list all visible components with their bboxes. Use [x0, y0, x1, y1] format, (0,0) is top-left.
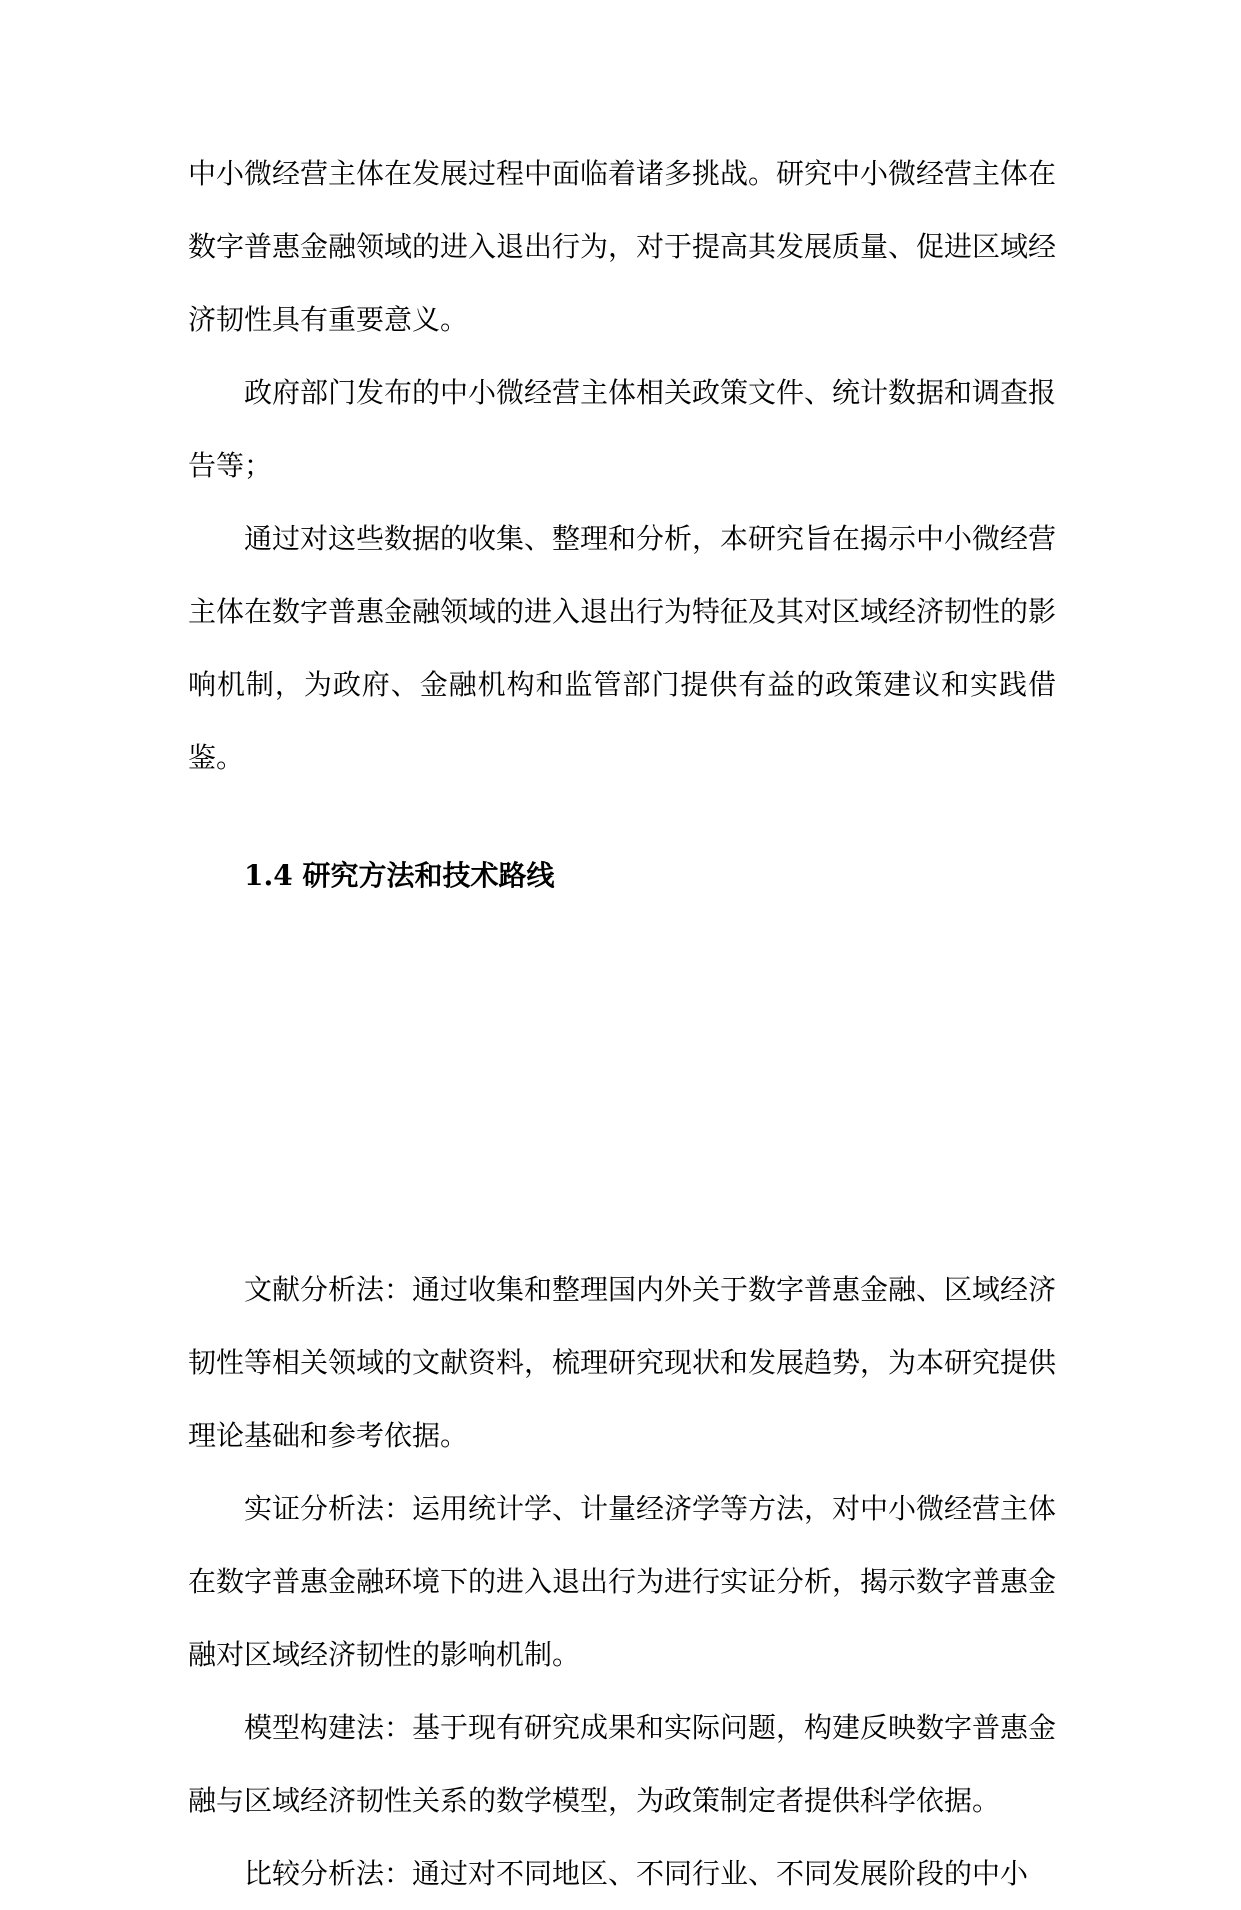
paragraph-empirical-analysis: 实证分析法：运用统计学、计量经济学等方法，对中小微经营主体在数字普惠金融环境下的进入退出行为进行实证分析，揭示数字普惠金融对区域经济韧性的影响机制。 [188, 1492, 1057, 1671]
section-heading: 1.4 研究方法和技术路线 [244, 859, 555, 892]
body-text-upper [188, 137, 1056, 794]
paragraph-literature-analysis: 文献分析法：通过收集和整理国内外关于数字普惠金融、区域经济韧性等相关领域的文献资料，梳理研究现状和发展趋势，为本研究提供理论基础和参考依据。 [188, 1273, 1057, 1452]
paragraph-data-sources: 政府部门发布的中小微经营主体相关政策文件、统计数据和调查报告等； [188, 376, 1057, 482]
paragraph-continuation: 中小微经营主体在发展过程中面临着诸多挑战。研究中小微经营主体在数字普惠金融领域的进入退出行为，对于提高其发展质量、促进区域经济韧性具有重要意义。 [188, 157, 1057, 336]
body-text-lower [188, 1253, 1056, 1910]
paragraph-research-aim: 通过对这些数据的收集、整理和分析，本研究旨在揭示中小微经营主体在数字普惠金融领域的进入退出行为特征及其对区域经济韧性的影响机制，为政府、金融机构和监管部门提供有益的政策建议和实践借鉴。 [188, 522, 1057, 774]
paragraph-model-construction: 模型构建法：基于现有研究成果和实际问题，构建反映数字普惠金融与区域经济韧性关系的数学模型，为政策制定者提供科学依据。 [188, 1711, 1057, 1817]
paragraph-comparative-analysis: 比较分析法：通过对不同地区、不同行业、不同发展阶段的中小 [244, 1857, 1029, 1890]
